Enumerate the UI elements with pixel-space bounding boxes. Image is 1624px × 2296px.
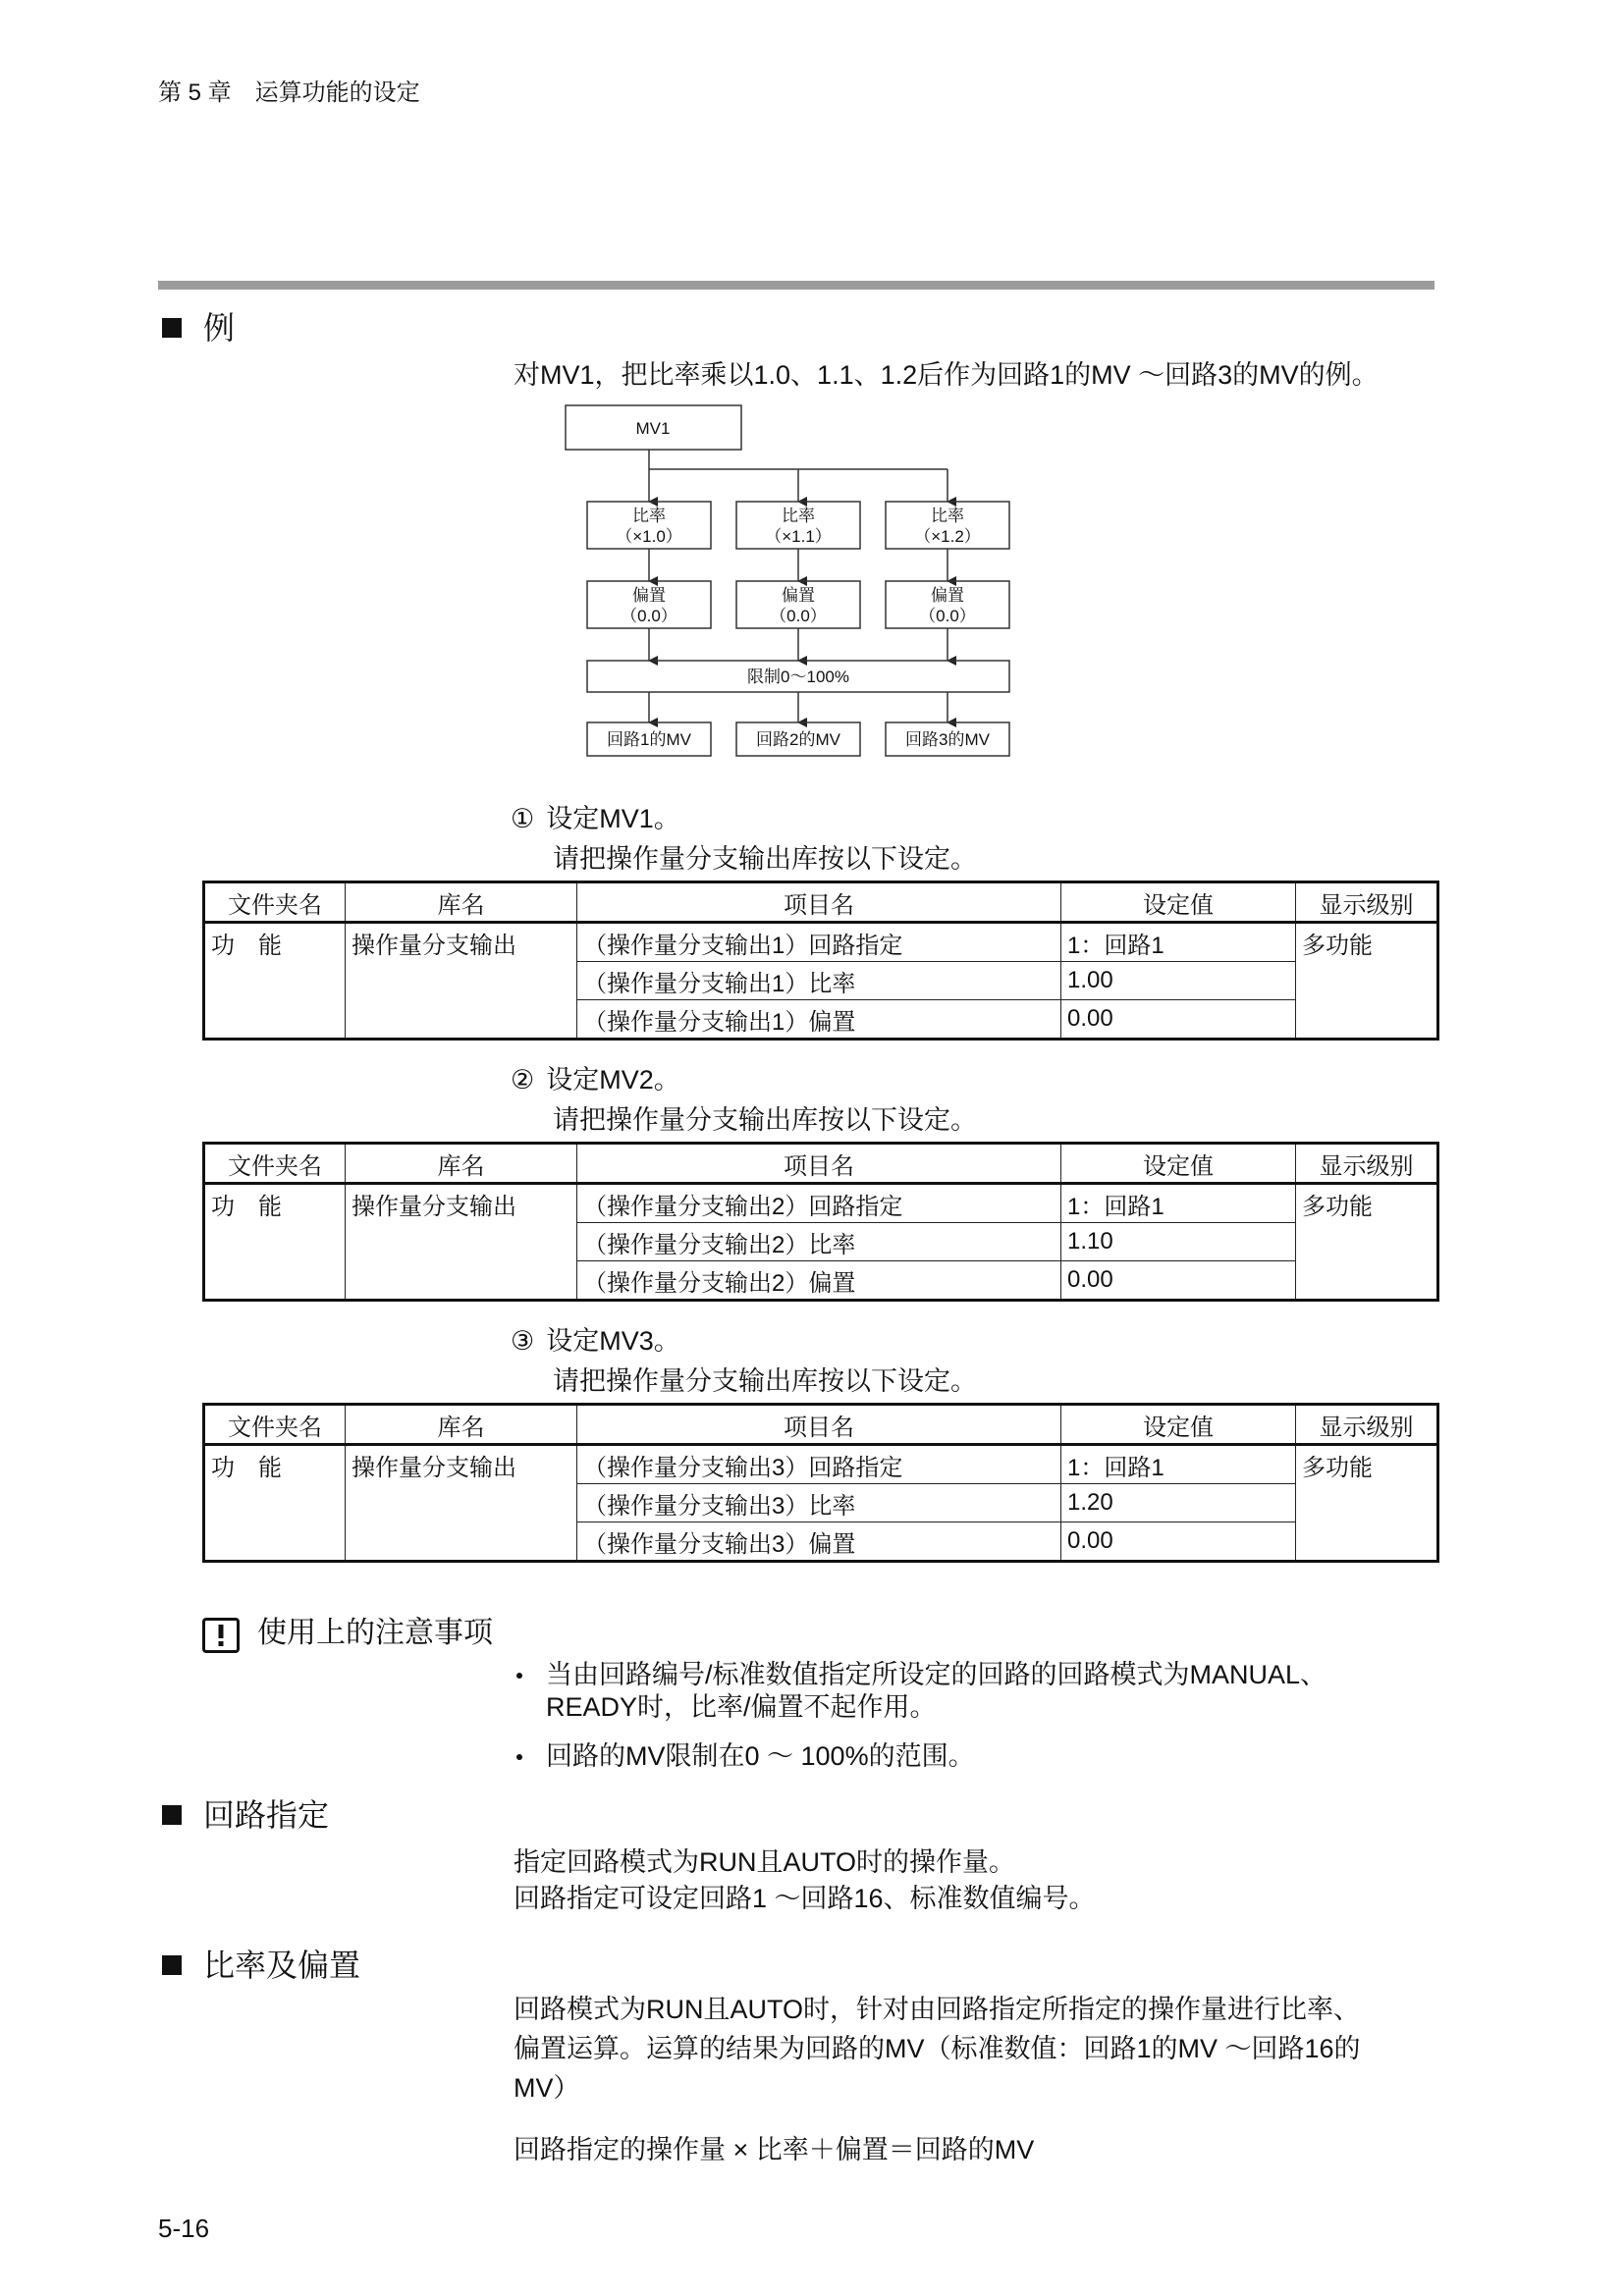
- item-cell: （操作量分支输出1）偏置: [577, 1000, 1061, 1040]
- ratio-bias-heading-text: 比率及偏置: [203, 1948, 361, 1983]
- item-cell: （操作量分支输出3）偏置: [577, 1522, 1061, 1562]
- square-bullet-icon: [162, 1805, 182, 1825]
- value-cell: 0.00: [1061, 1000, 1296, 1040]
- step-title: [511, 1325, 680, 1357]
- bullet-line: 当由回路编号/标准数值指定所设定的回路的回路模式为MANUAL、: [546, 1660, 1327, 1689]
- square-bullet-icon: [162, 1955, 182, 1975]
- folder-cell: 功 能: [204, 923, 346, 1040]
- mv1-label: MV1: [635, 419, 671, 438]
- bullet-line: 回路的MV限制在0 ～ 100%的范围。: [546, 1741, 975, 1771]
- output-label: 回路1的MV: [607, 730, 691, 749]
- step-title: [511, 803, 680, 834]
- value-cell: 1：回路1: [1061, 1445, 1296, 1484]
- paragraph-line: 回路指定可设定回路1 ～回路16、标准数值编号。: [514, 1884, 1096, 1913]
- example-heading-text: 例: [203, 310, 236, 346]
- table-header-row: [204, 882, 1438, 923]
- bullet-line: READY时，比率/偏置不起作用。: [546, 1692, 937, 1722]
- ratio-label: 比率: [931, 507, 964, 525]
- ratio-value: （×1.0）: [616, 527, 682, 546]
- bias-value: （0.0）: [621, 607, 677, 625]
- step-marker: ③: [511, 1326, 535, 1356]
- value-cell: 1.20: [1061, 1484, 1296, 1522]
- value-cell: 1：回路1: [1061, 923, 1296, 962]
- header-level: 显示级别: [1296, 882, 1438, 923]
- header-library: 库名: [346, 882, 577, 923]
- loop-designation-heading: [162, 1797, 329, 1833]
- section-rule: [158, 281, 1435, 290]
- header-folder: 文件夹名: [204, 1144, 346, 1184]
- chapter-header: 第 5 章 运算功能的设定: [158, 80, 420, 106]
- square-bullet-icon: [162, 318, 182, 338]
- bullet-dot-icon: [516, 1754, 522, 1760]
- loop-designation-text: [514, 1844, 1096, 1917]
- library-cell: 操作量分支输出: [346, 1445, 577, 1562]
- step-marker: ②: [511, 1065, 535, 1095]
- header-value: 设定值: [1061, 1144, 1296, 1184]
- header-value: 设定值: [1061, 882, 1296, 923]
- header-item: 项目名: [577, 882, 1061, 923]
- table-header-row: [204, 1144, 1438, 1184]
- header-folder: 文件夹名: [204, 1405, 346, 1445]
- example-intro: 对MV1，把比率乘以1.0、1.1、1.2后作为回路1的MV ～回路3的MV的例。: [514, 360, 1379, 390]
- loop-designation-heading-text: 回路指定: [203, 1797, 330, 1833]
- bias-value: （0.0）: [919, 607, 976, 625]
- item-cell: （操作量分支输出2）偏置: [577, 1261, 1061, 1301]
- example-heading: [162, 310, 235, 346]
- value-cell: 0.00: [1061, 1261, 1296, 1301]
- page-number: 5-16: [158, 2214, 210, 2243]
- ratio-label: 比率: [782, 507, 815, 525]
- output-label: 回路3的MV: [905, 730, 990, 749]
- table-header-row: [204, 1405, 1438, 1445]
- item-cell: （操作量分支输出2）回路指定: [577, 1184, 1061, 1223]
- level-cell: 多功能: [1296, 1445, 1438, 1562]
- bias-value: （0.0）: [770, 607, 827, 625]
- library-cell: 操作量分支输出: [346, 1184, 577, 1301]
- ratio-bias-heading: [162, 1948, 360, 1983]
- value-cell: 0.00: [1061, 1522, 1296, 1562]
- paragraph-line: 回路模式为RUN且AUTO时，针对由回路指定所指定的操作量进行比率、: [514, 1995, 1361, 2024]
- bullet-dot-icon: [516, 1673, 522, 1679]
- paragraph-line: 偏置运算。运算的结果为回路的MV（标准数值：回路1的MV ～回路16的: [514, 2034, 1361, 2063]
- limit-label: 限制0～100%: [747, 667, 849, 686]
- output-label: 回路2的MV: [756, 730, 840, 749]
- bias-label: 偏置: [632, 586, 666, 605]
- step-title-text: 设定MV3。: [546, 1326, 680, 1356]
- ratio-value: （×1.1）: [765, 527, 832, 546]
- header-library: 库名: [346, 1405, 577, 1445]
- settings-table: [202, 881, 1439, 1041]
- ratio-bias-formula: 回路指定的操作量 × 比率＋偏置＝回路的MV: [514, 2135, 1035, 2164]
- level-cell: 多功能: [1296, 1184, 1438, 1301]
- item-cell: （操作量分支输出2）比率: [577, 1223, 1061, 1261]
- value-cell: 1.10: [1061, 1223, 1296, 1261]
- item-cell: （操作量分支输出3）回路指定: [577, 1445, 1061, 1484]
- step-description: 请把操作量分支输出库按以下设定。: [553, 1105, 977, 1135]
- item-cell: （操作量分支输出1）比率: [577, 962, 1061, 1000]
- table-row: [204, 923, 1438, 962]
- header-library: 库名: [346, 1144, 577, 1184]
- header-level: 显示级别: [1296, 1144, 1438, 1184]
- header-value: 设定值: [1061, 1405, 1296, 1445]
- header-item: 项目名: [577, 1405, 1061, 1445]
- paragraph-line: MV）: [514, 2073, 580, 2103]
- bias-label: 偏置: [931, 586, 964, 605]
- item-cell: （操作量分支输出3）比率: [577, 1484, 1061, 1522]
- step-description: 请把操作量分支输出库按以下设定。: [553, 844, 977, 874]
- settings-table: [202, 1403, 1439, 1563]
- value-cell: 1.00: [1061, 962, 1296, 1000]
- header-level: 显示级别: [1296, 1405, 1438, 1445]
- exclamation-icon: [202, 1618, 240, 1653]
- step-title: [511, 1064, 680, 1095]
- table-row: [204, 1445, 1438, 1484]
- flow-diagram: [560, 398, 1021, 766]
- header-item: 项目名: [577, 1144, 1061, 1184]
- folder-cell: 功 能: [204, 1445, 346, 1562]
- bias-label: 偏置: [782, 586, 815, 605]
- ratio-label: 比率: [632, 507, 666, 525]
- table-row: [204, 1184, 1438, 1223]
- step-title-text: 设定MV2。: [546, 1065, 680, 1095]
- step-title-text: 设定MV1。: [546, 804, 680, 833]
- header-folder: 文件夹名: [204, 882, 346, 923]
- folder-cell: 功 能: [204, 1184, 346, 1301]
- ratio-value: （×1.2）: [914, 527, 981, 546]
- library-cell: 操作量分支输出: [346, 923, 577, 1040]
- paragraph-line: 指定回路模式为RUN且AUTO时的操作量。: [514, 1847, 1016, 1877]
- item-cell: （操作量分支输出1）回路指定: [577, 923, 1061, 962]
- level-cell: 多功能: [1296, 923, 1438, 1040]
- step-description: 请把操作量分支输出库按以下设定。: [553, 1366, 977, 1396]
- notice-title: 使用上的注意事项: [257, 1617, 493, 1649]
- step-marker: ①: [511, 804, 535, 833]
- ratio-bias-text: [514, 1990, 1361, 2108]
- value-cell: 1：回路1: [1061, 1184, 1296, 1223]
- settings-table: [202, 1142, 1439, 1302]
